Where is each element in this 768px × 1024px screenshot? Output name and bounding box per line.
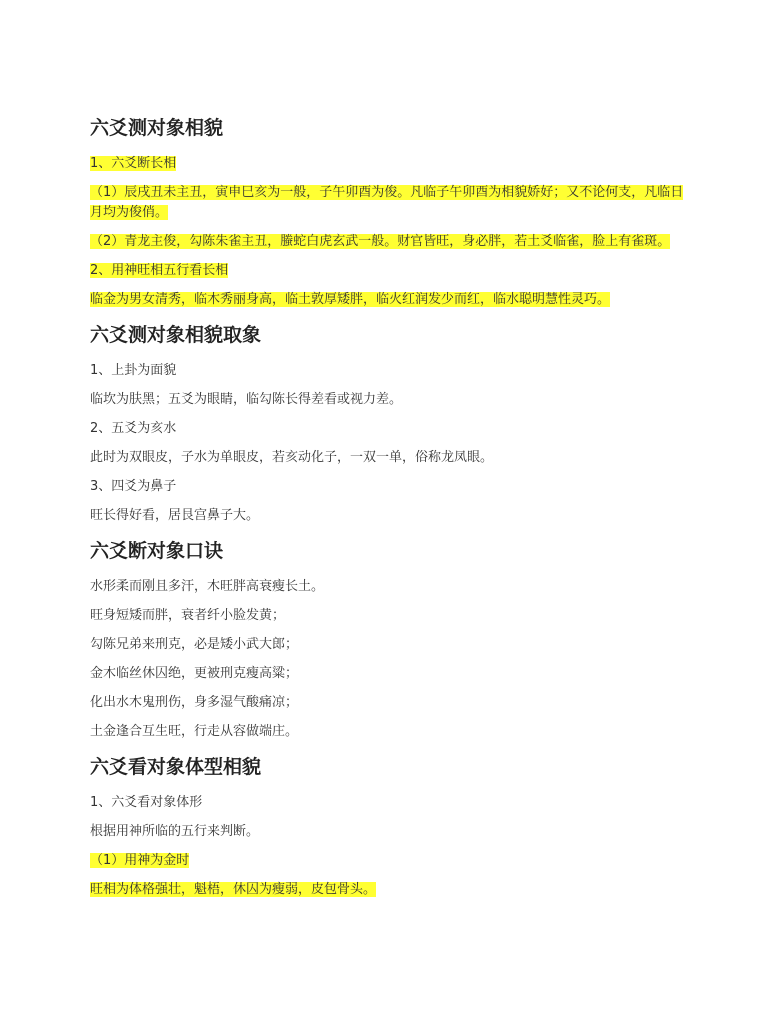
paragraph: 此时为双眼皮，子水为单眼皮，若亥动化子，一双一单，俗称龙凤眼。 [90,450,494,465]
highlighted-text: 1、六爻断长相 [90,156,177,171]
section-title: 六爻测对象相貌取象 [90,324,262,346]
paragraph: 临坎为肤黑；五爻为眼睛，临勾陈长得差看或视力差。 [90,392,403,407]
paragraph [90,232,690,252]
paragraph: 1、上卦为面貌 [90,363,177,378]
highlighted-text: （1）用神为金时 [90,853,190,868]
highlighted-text: （2）青龙主俊，勾陈朱雀主丑，螣蛇白虎玄武一般。财官皆旺，身必胖，若土爻临雀，脸上有雀斑。 [90,234,671,249]
paragraph [90,183,690,223]
section-title: 六爻断对象口诀 [90,540,224,562]
paragraph [90,290,690,310]
paragraph: 旺身短矮而胖，衰者纤小脸发黄； [90,608,286,623]
paragraph: 勾陈兄弟来刑克，必是矮小武大郎； [90,637,299,652]
section-title: 六爻看对象体型相貌 [90,756,262,778]
paragraph: 金木临丝休囚绝，更被刑克瘦高粱； [90,666,299,681]
paragraph [90,851,690,871]
highlighted-text: 临金为男女清秀，临木秀丽身高，临土敦厚矮胖，临火红润发少而红，临水聪明慧性灵巧。 [90,292,611,307]
paragraph [90,154,690,174]
highlighted-text: 旺相为体格强壮，魁梧，休囚为瘦弱，皮包骨头。 [90,882,377,897]
paragraph [90,261,690,281]
paragraph: 土金逢合互生旺，行走从容做端庄。 [90,724,299,739]
document-page [90,112,690,900]
highlighted-text: 2、用神旺相五行看长相 [90,263,229,278]
paragraph: 化出水木鬼刑伤，身多湿气酸痛凉； [90,695,299,710]
paragraph: 水形柔而刚且多汗，木旺胖高衰瘦长土。 [90,579,325,594]
paragraph [90,880,690,900]
section-title: 六爻测对象相貌 [90,117,224,139]
paragraph: 2、五爻为亥水 [90,421,177,436]
paragraph: 3、四爻为鼻子 [90,479,177,494]
paragraph: 旺长得好看，居艮宫鼻子大。 [90,508,260,523]
highlighted-text: （1）辰戌丑未主丑，寅申巳亥为一般，子午卯酉为俊。凡临子午卯酉为相貌娇好；又不论何支，凡临日月均为俊俏。 [90,185,684,220]
paragraph: 1、六爻看对象体形 [90,795,203,810]
paragraph: 根据用神所临的五行来判断。 [90,824,260,839]
